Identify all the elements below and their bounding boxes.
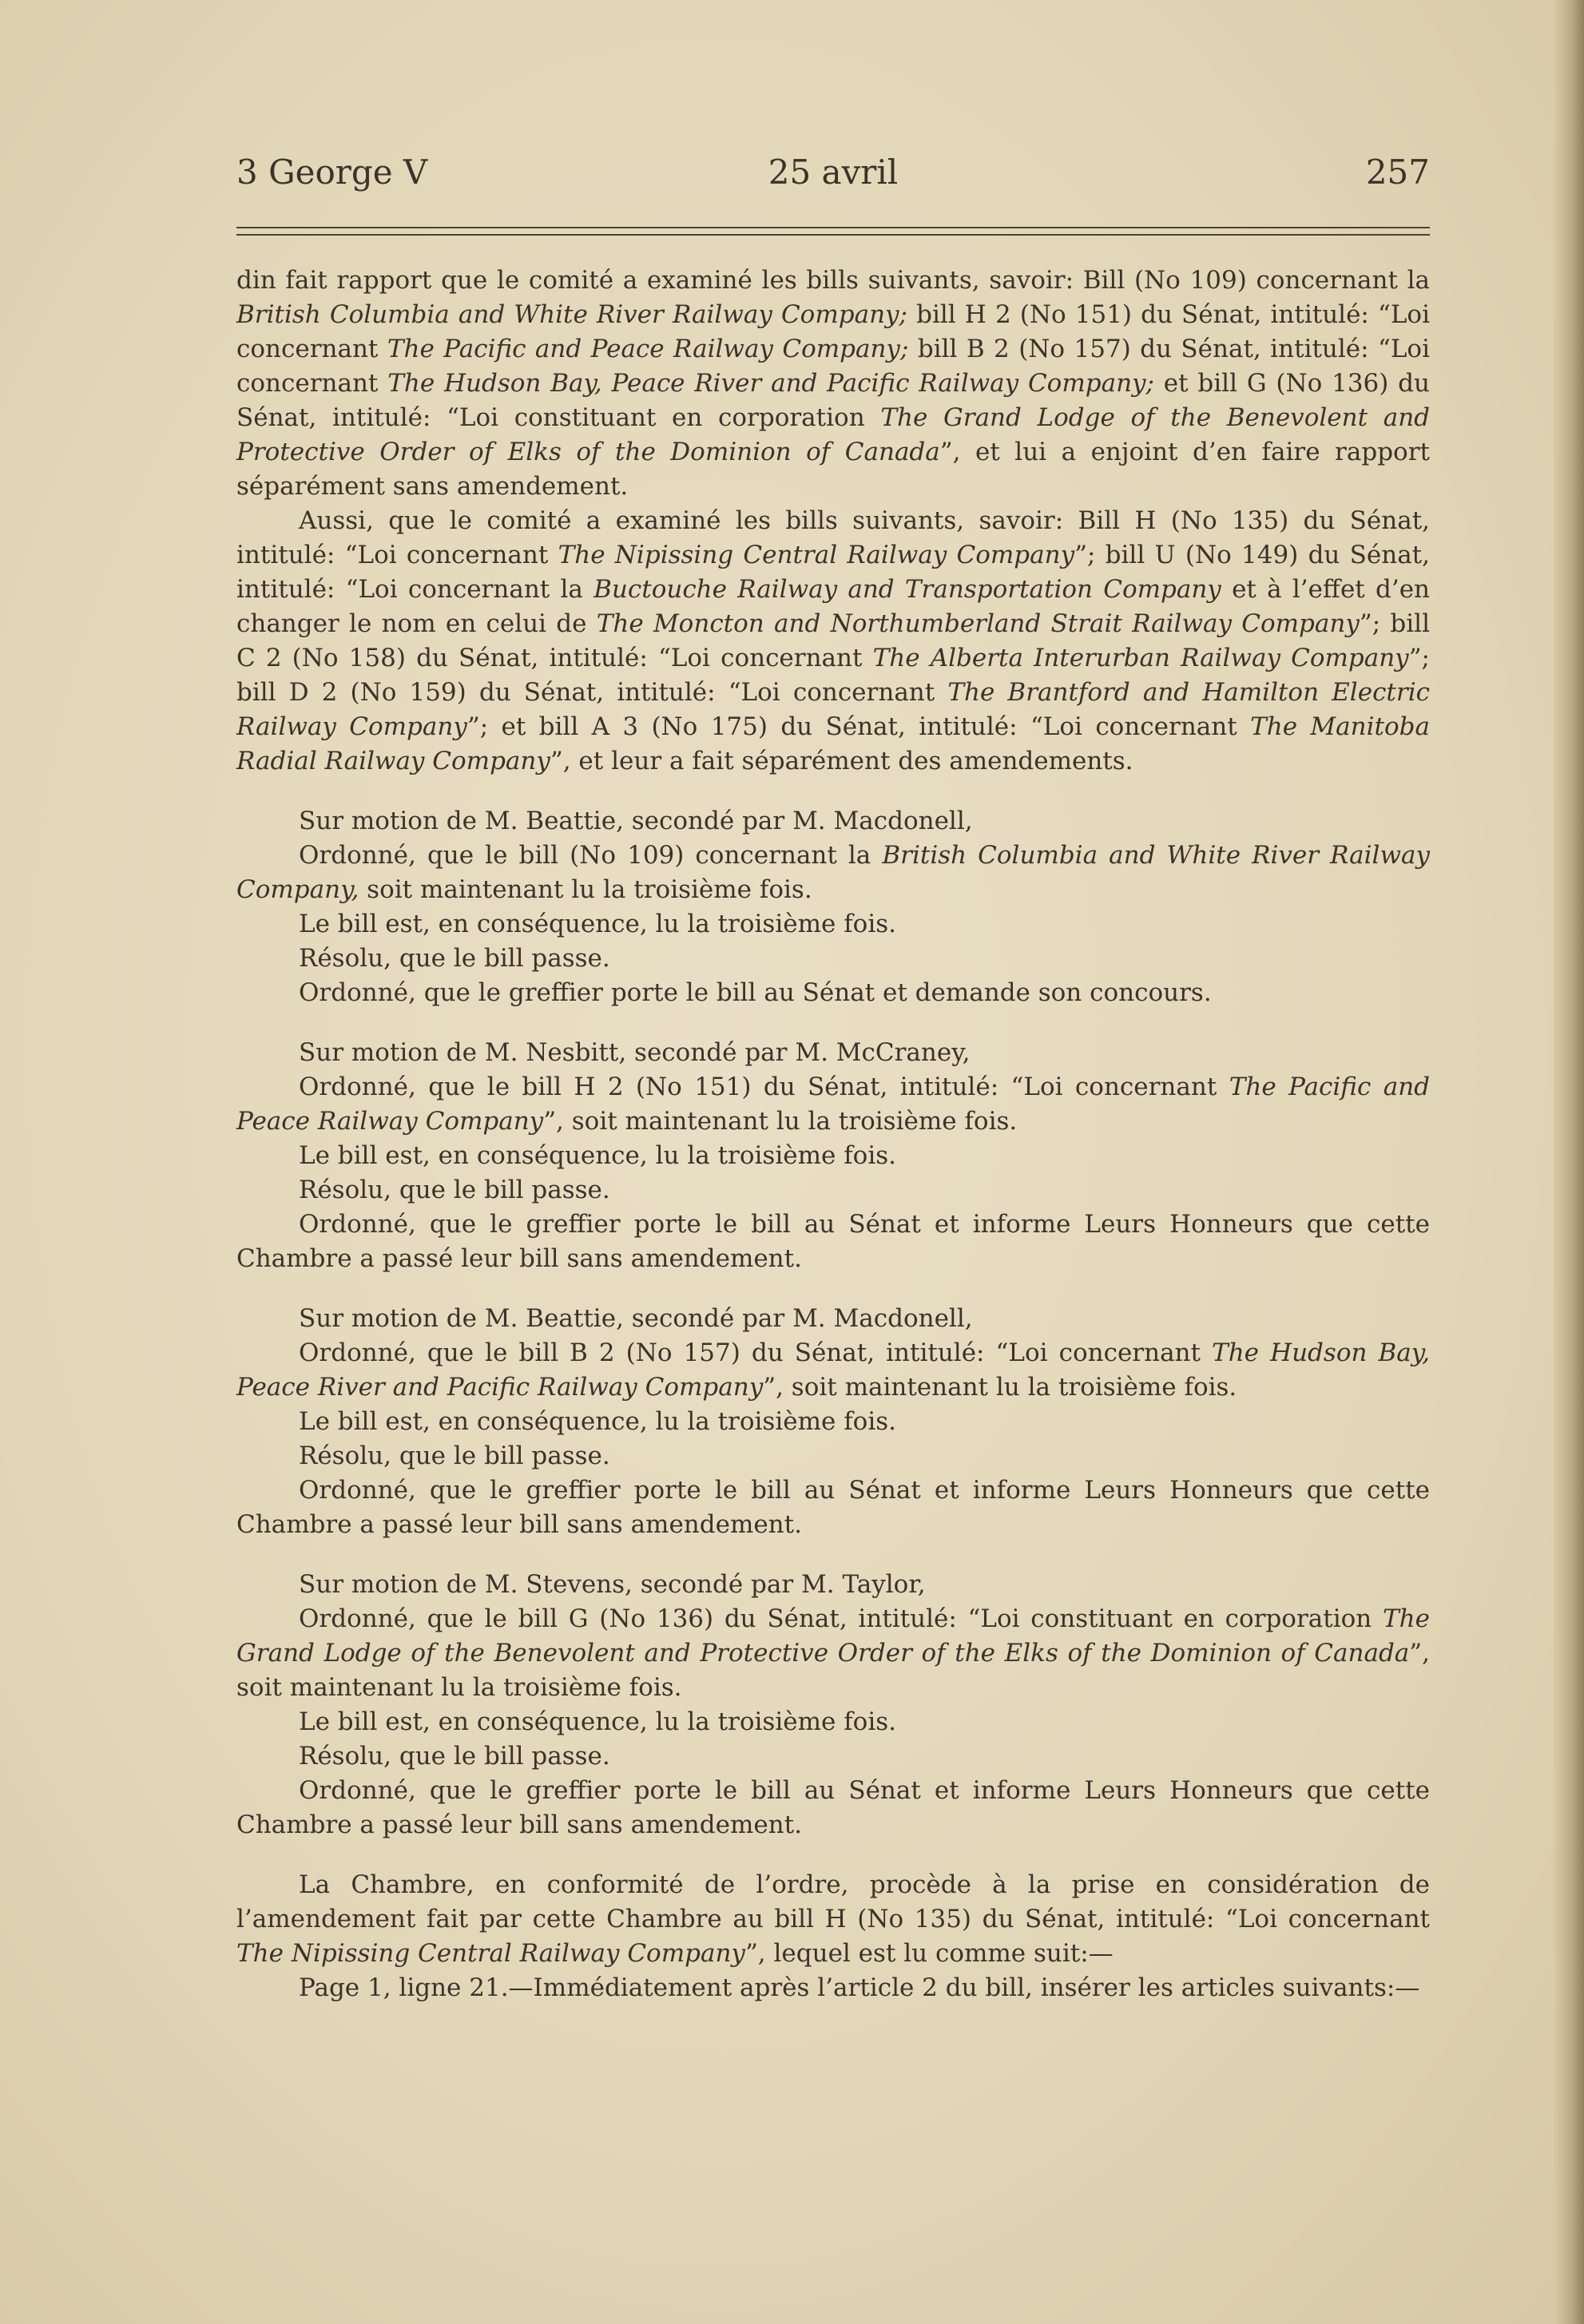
order-paragraph: Ordonné, que le greffier porte le bill au Sénat et informe Leurs Honneurs que cette Chambre a passé leur bill sans amendement. [236, 1476, 1430, 1539]
journal-text [236, 264, 1430, 2005]
motion-heading: Sur motion de M. Beattie, secondé par M. Macdonell, [299, 807, 973, 835]
header-date: 25 avril [768, 153, 899, 192]
order-paragraph: Ordonné, que le greffier porte le bill au Sénat et demande son concours. [299, 978, 1212, 1007]
resolution-line: Résolu, que le bill passe. [299, 1442, 610, 1470]
page-number: 257 [1365, 153, 1430, 192]
header-rule-bottom [236, 234, 1430, 236]
order-paragraph: Ordonné, que le bill B 2 (No 157) du Sénat, intitulé: “Loi concernant The Hudson Bay, Peace River and Pacific Railway Company”, soit maintenant lu la troisième fois. [236, 1338, 1431, 1402]
paragraph-consideration: La Chambre, en conformité de l’ordre, procède à la prise en considération de l’amendement fait par cette Chambre au bill H (No 135) du Sénat, intitulé: “Loi concernant The Nipissing Central Railway Company”, lequel est lu comme suit:— [236, 1870, 1430, 1968]
paragraph-report-continuation: din fait rapport que le comité a examiné les bills suivants, savoir: Bill (No 109) concernant la British Columbia and White River Railway Company; bill H 2 (No 151) du Sénat, intitulé: “Loi concernant The Pacific and Peace Railway Company; bill B 2 (No 157) du Sénat, intitulé: “Loi concernant The Hudson Bay, Peace River and Pacific Railway Company; et bill G (No 136) du Sénat, intitulé: “Loi constituant en corporation The Grand Lodge of the Benevolent and Protective Order of Elks of the Dominion of Canada”, et lui a enjoint d’en faire rapport séparément sans amendement. [236, 266, 1431, 501]
resolution-line: Résolu, que le bill passe. [299, 1742, 610, 1771]
order-paragraph: Ordonné, que le bill G (No 136) du Sénat, intitulé: “Loi constituant en corporation The Grand Lodge of the Benevolent and Protective Order of the Elks of the Dominion of Canada”, soit maintenant lu la troisième fois. [236, 1604, 1430, 1702]
header-regnal-year: 3 George V [236, 153, 428, 192]
paragraph-amendment-text: Page 1, ligne 21.—Immédiatement après l’article 2 du bill, insérer les articles suivants:— [299, 1973, 1420, 2002]
order-paragraph: Ordonné, que le bill H 2 (No 151) du Sénat, intitulé: “Loi concernant The Pacific and Peace Railway Company”, soit maintenant lu la troisième fois. [236, 1073, 1431, 1136]
reading-line: Le bill est, en conséquence, lu la troisième fois. [299, 1407, 897, 1436]
order-paragraph: Ordonné, que le greffier porte le bill au Sénat et informe Leurs Honneurs que cette Chambre a passé leur bill sans amendement. [236, 1776, 1430, 1839]
motion-heading: Sur motion de M. Beattie, secondé par M. Macdonell, [299, 1304, 973, 1333]
order-paragraph: Ordonné, que le bill (No 109) concernant la British Columbia and White River Railway Company, soit maintenant lu la troisième fois. [236, 841, 1431, 904]
running-header [236, 149, 1430, 196]
motion-heading: Sur motion de M. Stevens, secondé par M. Taylor, [299, 1570, 926, 1599]
paragraph-report-amendments: Aussi, que le comité a examiné les bills suivants, savoir: Bill H (No 135) du Sénat, intitulé: “Loi concernant The Nipissing Central Railway Company”; bill U (No 149) du Sénat, intitulé: “Loi concernant la Buctouche Railway and Transportation Company et à l’effet d’en changer le nom en celui de The Moncton and Northumberland Strait Railway Company”; bill C 2 (No 158) du Sénat, intitulé: “Loi concernant The Alberta Interurban Railway Company”; bill D 2 (No 159) du Sénat, intitulé: “Loi concernant The Brantford and Hamilton Electric Railway Company”; et bill A 3 (No 175) du Sénat, intitulé: “Loi concernant The Manitoba Radial Railway Company”, et leur a fait séparément des amendements. [236, 506, 1431, 775]
order-paragraph: Ordonné, que le greffier porte le bill au Sénat et informe Leurs Honneurs que cette Chambre a passé leur bill sans amendement. [236, 1210, 1430, 1273]
resolution-line: Résolu, que le bill passe. [299, 1176, 610, 1204]
motion-heading: Sur motion de M. Nesbitt, secondé par M. McCraney, [299, 1038, 971, 1067]
reading-line: Le bill est, en conséquence, lu la troisième fois. [299, 1141, 897, 1170]
resolution-line: Résolu, que le bill passe. [299, 944, 610, 973]
page-edge [1554, 0, 1584, 2324]
reading-line: Le bill est, en conséquence, lu la troisième fois. [299, 910, 897, 938]
header-rule-top [236, 227, 1430, 228]
reading-line: Le bill est, en conséquence, lu la troisième fois. [299, 1707, 897, 1736]
